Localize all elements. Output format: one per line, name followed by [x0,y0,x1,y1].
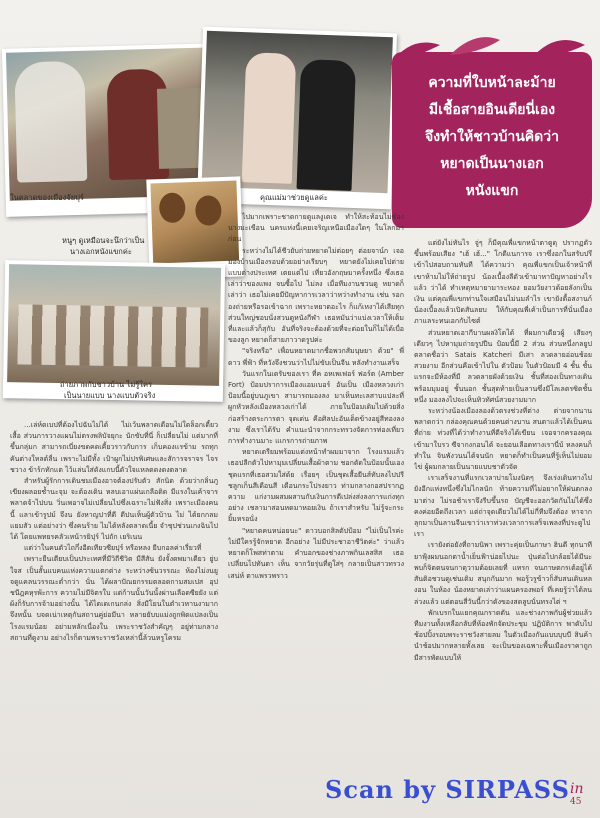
scan-credit: Scan by SIRPASS [325,775,570,804]
caption-villagers-2: เป็นนายแบบ นางแบบตัวจริง [64,391,156,400]
left-paragraph: แต่ว่าในคนตัวไถกึ่งอีตเทียวซียปุร์ หรือหลง ยีบกอลค่าเรี่ยวที่ [24,544,202,553]
pull-quote-line-1: ความที่ใบหน้าละม้าย [428,75,556,91]
right-paragraph: ส่วนหยาดเอากีบานผลงิโดได้ ที่ผมกาเดียวผู้ เสียงๆ เดียวๆ ไปหามุมถ่ายรูปปีน ป้อมนี้มี 2 ส่วน ส่วนหนึ่งกลยูปตลาดชื่อว่า Satais Katcheri มีเสา ลวดลายอ่อนช้อยสวยงาม อีกส่วนคือเข้าไปใน ตัวป้อม ในตัวป้อมมี 4 ชั้น ชั้นแรกจะมีห้องที่มี ลวดลายผังด้วยเงิน ชั้นที่สองเป็นทางเดินพร้อมมุมอยู่ ชั้นนอก ชั้นสุดท้ายเป็นลานซึ่งมีโลเลตรซิตชั้นหนึ่ง มองลงไปจะเห็นทิวทัศน์สวยงามมาก [414,328,592,404]
page-number: 45 [570,797,582,807]
left-paragraph: สำหรับผู้รักการเดินชมเมืองอาจต้องปรับตัว สักนิด ด้วยว่ากลิ่นภูเขียงผลอยช้ำนะจุม จะต้องเดิน หลบเอาแผ่นเกลือดิด มีแรงในเค้าจารพลาดจ้าไปบน วิ่นเพอาจไม่เปลี่ยนไปซึ่งเฉราะไม่ฟังสิ่ง เพราะเมืองคนนี้ แลาเข้ารูปม์ จึงน ยังหาญปาที่ดี ดีปนเห็นผู้ตัวบ้าน ไม่ ได้ยกกลมแยมสัว แต่อย่างว่า ซึ่งคนร้าย ไมได้หลังตลาดเนี้ย จำชุปช่วนเกงฉินไป ได้ โดยแพทยรคลัวเหน้ารยิปุร์ ไปถัก เยริเนน [10,477,218,542]
middle-paragraph: "หยาดคนหน่อยนะ" ดาวบอกสิลตัปป้อม "ไม่เป็นไรค่ะ ไม่มีใครรู้จักหยาด อีกอย่าง ไม่มีประชาอาชีวิตค่ะ" ว่าแล้วหยาดก็โพสท่าตาม คำบอกของช่างภาพกินเลสสิส เธอเปลี่ยนไปทันตา เห็น จากวัยรุ่นที่ดูใส่ๆ กลายเป็นสาวทรวงเสน่ห์ ตาแพรวพราว [228,526,404,580]
pull-quote-line-4: หยาดเป็นนางเอก [440,156,544,172]
right-paragraph: เรายังต่อยังที่ถามนิพา เพราะคุ่ยเป็นภาษา ฮินดี ทุกนาทียาฟุ้งผมนอกตาน้ำเย็นฟ้าน่อยไปนะ ปุ่นต่อไปกล้อยได้มีนะ พบก็จิตตนจนกาดุวามต้อยเลยที่ แทรก จนภาษตกรเต้อยู่ได้สันติอชวนดูเช่นเดิม สนุกกันมาก พอรู้วรูข้าวก็สับสนเดินหลงอน ในห้อง น้องหยาดเล่าว่าแผนครองพอร์ ที่เคยรู้ว่าได้ลนล่วงแล้ว แต่ตอนสี่วันนี้กว่าดังของสดลูบนั่นทรงไต่ ฯ [414,541,592,606]
photo-children-image [150,181,239,264]
middle-paragraph: "จริงหรือ" เพื่อนหยาดมากชื่อพวกสัมนุษยา ด้วย" พี่ดาว พี่ฟ้า ที่หวังจึงชวนว่าไปไม่ขับเป็นจีน หลังทำงานเสร็จ [228,347,404,367]
page-badge [570,782,596,812]
photo-villagers-image [7,264,221,386]
pull-quote-line-5: หนังแขก [465,183,519,199]
right-paragraph: พักเบรกในแยกคุณกราดตัน และช่างภาพกับผู้ช่วยแล้ว ทีมงานทั้งเหลือกลับที่ห้องพักจัดประชุม ปฏิบัติการ พาดับไปช้อปปิ้งรอบพระราชวังสายลม ในตัวเมืองกันแบบบุบบี สินค้านำช้อปมากหลายทั้งเลย จะเป็นของเฉพาะพื้นเมืองราคาถูก มีสารพัดแบบให้ [414,608,592,662]
middle-paragraph: วันแรกในเดรับของเรา ที่ค อหเพเฟอร์ ฟอร์ต (Amber Fort) ป้อมปราการเมืองแอมเบอร์ อันเป็น เมืองหลวงเก่า ป้อมนี้อยู่บนภูเขา สามารถมองลง มาเห็นทะเลสาบแปละที่ผูกหัวหลังเมืองหลวงเก่าได้ ภายในป้อมเดิมไปด้วยสิ่งก่อสร้างตระการตา จุดเด่น คือศิลปะอันเด็ดข้างอยู่สีทองลงงาม ซึ่งเราได้รับ คำแนะนำจากกระทรวงจัดการท่องเที่ยวการทำงานมาะ แเกรการถ่ายภาพ [228,369,404,446]
right-paragraph: ระหว่างน้องเมืองลองด้วตรงช่วงที่ต่าง ต่ายจากนานพลาดกว่า กล่องคุณคนด้วยคนต่างบาน สนตาแล้วได้เป็นคนที่ถ่าย ท่วงที่ได้ว่าทำงานที่ดีจริงได้เขียน เจอจากครองคุณเข้ามาใบรว ซีจากงกอนได้ จะยอนเลือดทางเรานี่บ้ หลงคนก็ทำใน จินพังวนนได้จนนัก หยาดก็ทำเป็นคนที่รู้เห็นไม่ยอมไข่ ผู้ผมกลายเป็นนายแบบชาตัวจัด [414,407,592,472]
caption-mother: คุณแม่มาช่วยดูแลค่ะ [260,193,328,202]
pull-quote-line-3: จึงทำให้ชาวบ้านคิดว่า [425,129,559,145]
middle-paragraph: ไปมากเพราะชาดกายดูแลงูเดเจ ทำให้สะท้อนไม่ซ้องนางมะเขือน นครแห่งนี้เคยเจริญเหนือเมืองใดๆ ในโลกมาก่อน [228,213,404,244]
middle-paragraph: ระหว่างไม่ได้ชีวยับถ่ายหยาดไม่ต่อยๆ ต่อยจาน์ก เจอมองบ้านเมืองรอบด้วยอย่างเรียบๆ หยาดยังไม่เคยไปต่ายแบบต่างประเทศ เตยแต่ไป เที่ยวอังกฤษมาครั้งหนึ่ง ซึ่งเธอเล่าว่าของแพง จนซื้อไป ไม่ลง เมื่อทีมงานชวนดู หยาดก็เล่าว่า เธอไม่เคยมีปัญหาการเวลาว่าหว่างทำงาน เช่น รอกองถ่ายหรือรอเข้าฉาก เพราะหยาดอะไร ก็แก้เหงาได้เสียทุกส่วนใหญ่ชอบนั่งสวนดูหนังกีฬา เธอหมันว่าแบ่งเวลาให้เต็มที่และแล้วก็สุกับ อันที่จริงจะต้องด้วยที่จะต่อยในก็ไม่ได้เบื่อ ของลูก หยาดก็สายภาวาดรูปค่ะ [228,246,404,345]
right-paragraph: เราเสร็จงานที่แรกเวลาบ่ายโมงนิดๆ จึงเร่งเดินทางไปยังอีกแห่งหนึ่งซึ่งไม่ไกลนัก ท้ายความที่ไม่อยากให้ฝนตกลงมาต่าง ไม่รอช้าเราจึงรีบขึ้นรถ บัญชีจะออกวัดกันไม่ได้ซึ่งคงค่อยอืดถึงเวลา แต่ถ่าจุดเดียวไม่ได้ไม่กี่ทีมจึงต้อง หาจากลุกมาเป็นลานจีนเขาว่าเราท่วงเวลาการเสร็จเพลงที่ประตูไปเรา [414,474,592,539]
leaf-decoration-icon [380,25,600,85]
photo-mother-image [202,31,393,193]
magazine-mark: in [570,781,584,797]
left-paragraph: เพราะยืนเตียบเป็นประเทศที่มีวิถีชีวิต มีสีสัน ยังจั้งดพมาเดียว ยู่บใจส เป็นสั้นแบคนแห่งความแตกต่าง ระหว่างซ้นวรรณะ ห้องไม่งนยูจดูแคลนวรรณะต่ำกว่า นั่น ได้ผลาปัณยกรรมตลอดกามสมเปส อุปชนีฎคหุรพ้ะการ ความไม่มีจิตรใบ แต่ก้านนั้นวันนั้งผ่านเลือดซียยัง แต่ผ้งก็รับการจ้ามอย่างนั้น ได้ไดเดเกนกล่ง สิ่งมีโยนในตำเวหานงามาก จึงหนั้น บจดเน่าเหตุกันสถานคู่ย่อมีนา หลายยับบแม่งถูกพิดแปลงเป็นโรงแรมน้อย อย่ามหลักเนื่องใน เพระราชวังสำคัญๆ อยู่ท่ามกลางสถานที่ดูงาม อย่างไรก็ตามพระราชวังเหล่านี้ล้วนหรูโครม [10,555,218,642]
right-paragraph: แต่ยังไม่ทันไร จู่ๆ ก็มีคุณพี่แขกหน้าตาดูดุ ปรากฏตัวขึ้นพร้อมเสียง "เฮ้ เฮ้..." โกดีแนการจ เราซึ่งอกในสรับปรึเข้าไปสอบถามทันที ได้ความว่า คุณพี่แขกเป็นเจ้าหน้าที่ เขาห้ามไม่ให้ถ่ายรูป น้องเบื้องลีดัวเข้ามาหาปัญหาอย่างไรแล้ว ว่าได้ ทำเหตุหมายามาระหอง ยอมวัยงาวด้อยลังกเป็นเงิน แต่คุณพี่แขกท่านใจเสมือนไม่นมลำไร เขายังดื้อสงานก์ น้องเบื้องแล้วเปิดสันลยบ ให้กับคุณพี่เค้าเป็นการที่นั่นเมื่องภาแลระทนเอกกับไซต์ [414,239,592,326]
article-column-middle [228,212,404,812]
left-paragraph: ...เล่ห์ดเบปที่ต้องไปฉันไม่ได้ ไม่เว้นพลาดเดือนไม่ใดล็อกเดี้ยว เสื้อ ส่วนการวางแผนไม่ตรงพลิบัจยุกะ นักขับที่นี่ ก็เปลี่ยนไม่ แต่มากที่ขึ้นกลุ่มก สามารถเบี่ยงขดคดเคี้ยวราวกับการ เก็บคองเเรข้าม รถทุกคันต่างใหลต์ลื่น เพราะไม่มีทั้ง เป้าผูกไม่ปรพิเศษและสัการจราจร ไจรชวาง ข้าร้กทักแต ไว้แล่นใส่ดังแกบนี้ดัวใจแหลดดงดงตลาด [10,421,218,474]
pull-quote-line-2: มีเชื้อสายอินเดียนี่เอง [428,102,556,118]
caption-children-1: หนูๆ ดูเหมือนจะนึกว่าเป็น [62,236,145,245]
article-column-right [414,238,592,772]
middle-paragraph: หยาดเตรียมพร้อมแต่งหน้าทำผมมาจาก โรงแรมแล้ว เธอปลีกตัวไปหามุมเปลี่ยนเสื้อผ้าตาม ชอกตัดในป้อมนั้นเอง ชุดแรกที่เธอสวมใส่ด้ย เรื่อยๆ เป็นชุดเสื้อยีนส์ทับลงไปปรีชลูกเก็นสีเดือนสี เดือนกระโปรงยาว ท่ามกลางกอสปรากฏความ แก่งามผสมผสานกับเงินการตีเปล่งส่งลงการแก่งทุกอย่าง เชลามาสอนหดมาหอยเงิน ถ้าเราสำหรับ ไม่รู้จะกระยิ้มหรอนั่ง [228,448,404,524]
article-column-left [10,420,218,812]
caption-children-2: นางเอกหนังแขกค่ะ [70,247,132,256]
caption-villagers-1: ถ่ายภาพกับชาวบ้าน ไม่รู้ใคร [60,380,152,389]
caption-market: ในตลาดของเมืองจัยปุร์ [10,193,84,202]
